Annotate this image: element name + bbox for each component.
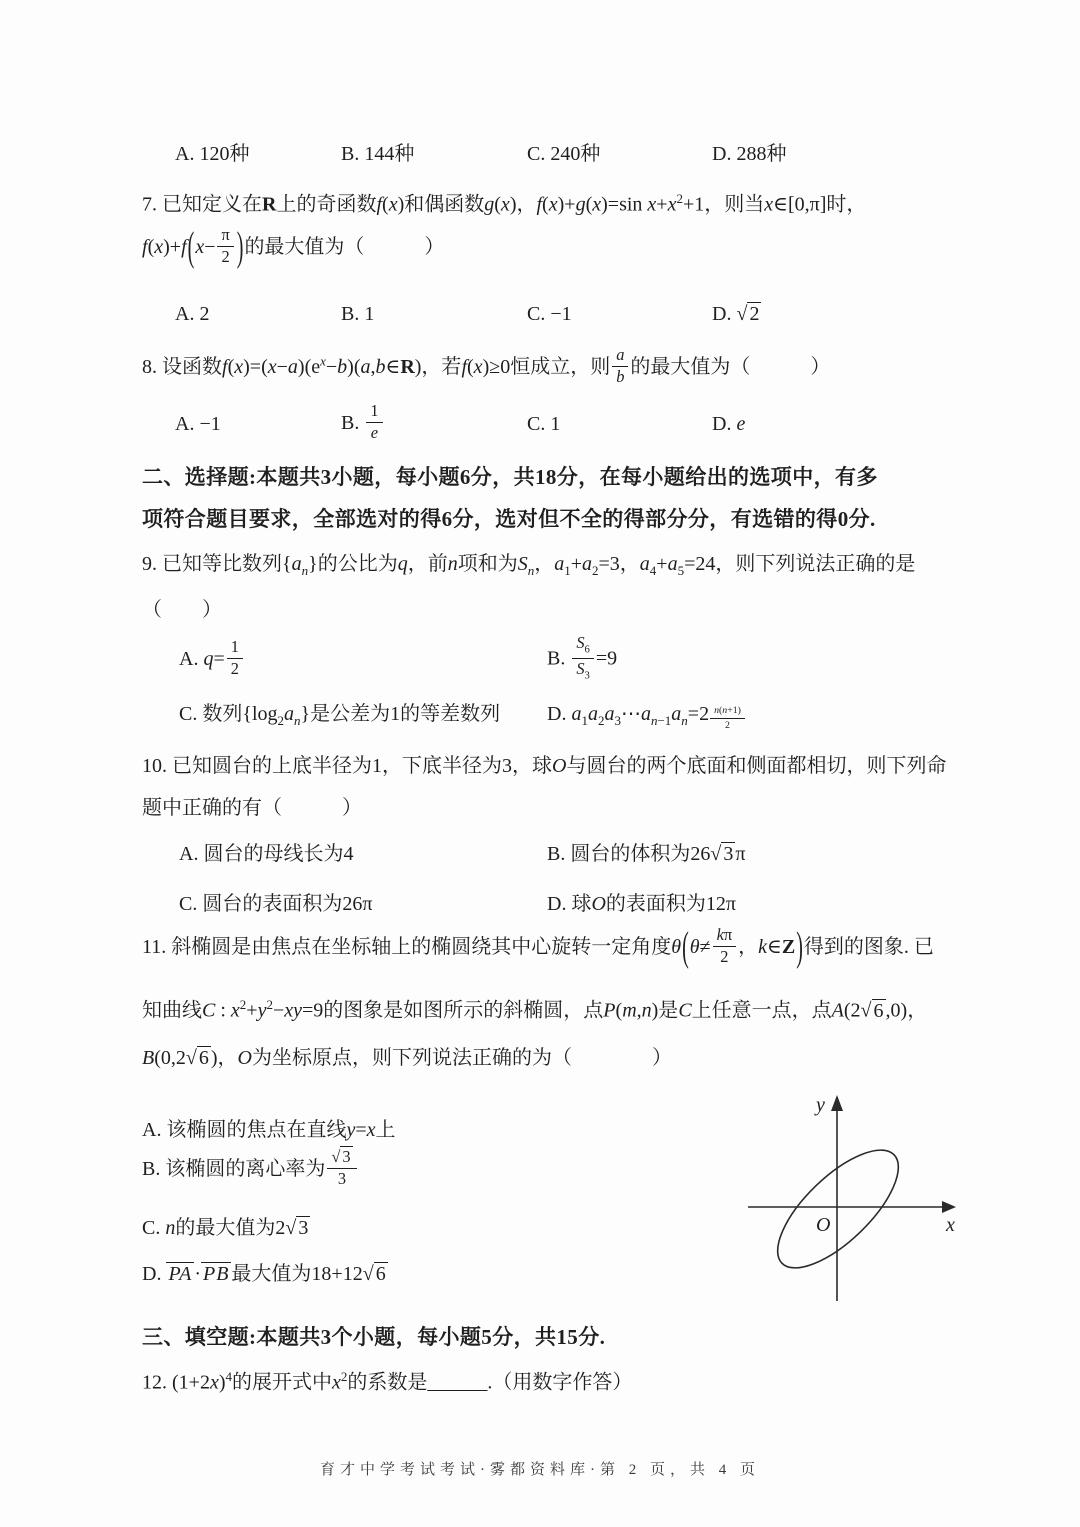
question-10-options-row-1 — [142, 840, 962, 869]
y-axis-arrow — [831, 1095, 843, 1111]
origin-label: O — [816, 1214, 831, 1236]
question-7-stem-line-1: 7. 已知定义在R上的奇函数f(x)和偶函数g(x)，f(x)+g(x)=sin $x+x^2+1$，则当x∈[0,π]时， — [142, 191, 867, 216]
q11-option-b: B. 该椭圆的离心率为 $\frac{√ 3}{3}$ — [142, 1150, 722, 1191]
ellipse-curve — [760, 1132, 917, 1286]
q9-option-d: D. $a_1a_2a_3\cdots a_{n-1}a_n=2$ $\frac{n(n+1)}{2}$ — [547, 700, 962, 731]
section-3-heading: 三、填空题:本题共3个小题，每小题5分，共15分. — [142, 1325, 606, 1349]
q11-option-c: C. n的最大值为2√ 3 — [142, 1217, 309, 1239]
question-11-stem-line-2: 知曲线C : $x^2+y^2-xy=9$的图象是如图所示的斜椭圆，点P(m,n)是C上任意一点，点A(2√ 6 ,0)， — [142, 997, 928, 1022]
q10-option-a: A. 圆台的母线长为4 — [179, 843, 354, 865]
question-9-options-row-2 — [142, 700, 962, 731]
q6-option-a: A. 120种 — [175, 143, 250, 165]
q10-option-c: C. 圆台的表面积为26π — [179, 893, 373, 915]
q7-option-b: B. 1 — [341, 303, 375, 325]
question-8-stem: 8. 设函数$f(x)=(x-a)(e^x-b)(a,b\in R)$，若f(x)≥0恒成立，则 $\frac{a}{b}$ 的最大值为（ ） — [142, 345, 831, 386]
q8-option-b: B. $\frac{1}{e}$ — [341, 404, 527, 445]
x-axis-arrow — [942, 1201, 956, 1213]
q11-option-d: D. PA · PB 最大值为18+12√ 6 — [142, 1263, 386, 1285]
q7-option-d: D. √ 2 — [712, 303, 760, 325]
question-9-stem-line-2: （ ） — [142, 599, 222, 621]
question-11-stem-line-1: 11. 斜椭圆是由焦点在坐标轴上的椭圆绕其中心旋转一定角度θ(θ≠ $\frac{k\pi}{2}$ ，k∈Z)得到的图象. 已 — [142, 924, 934, 970]
q6-option-b: B. 144种 — [341, 143, 415, 165]
question-12-stem: 12. $(1+2x)^4$的展开式中$x^2$的系数是______.（用数字作答） — [142, 1369, 633, 1394]
question-10-stem-line-1: 10. 已知圆台的上底半径为1，下底半径为3，球O与圆台的两个底面和侧面都相切，则下列命 — [142, 755, 947, 777]
q8-option-a: A. −1 — [175, 412, 221, 435]
y-axis-label: y — [816, 1094, 825, 1116]
q8-option-d: D. e — [712, 412, 746, 435]
q9-option-b: B. $\frac{S_6}{S_3}$ =9 — [547, 633, 618, 681]
page-footer: 育才中学考试考试·雾都资料库·第 2 页，共 4 页 — [320, 1462, 760, 1478]
question-7-stem-line-2: f(x)+f(x− $\frac{\pi}{2}$ )的最大值为（ ） — [142, 224, 445, 270]
q7-option-a: A. 2 — [175, 303, 210, 325]
q9-option-a: A. q= $\frac{1}{2}$ — [179, 640, 547, 681]
question-11-stem-line-3: B(0,2√ 6 )，O为坐标原点，则下列说法正确的为（ ） — [142, 1047, 672, 1069]
question-10-stem-line-2: 题中正确的有（ ） — [142, 797, 362, 819]
ellipse-figure — [742, 1085, 967, 1315]
q9-option-c: C. 数列$\{\log_2a_n\}$是公差为1的等差数列 — [179, 703, 501, 729]
q6-option-d: D. 288种 — [712, 143, 787, 165]
section-2-heading-line-2: 项符合题目要求，全部选对的得6分，选对但不全的得部分分，有选错的得0分. — [142, 507, 876, 531]
q11-option-a: A. 该椭圆的焦点在直线y=x上 — [142, 1119, 396, 1141]
question-9-stem-line-1: 9. 已知等比数列$\{a_n\}$的公比为q，前n项和为$S_n$，$a_1+a_2=3$，$a_4+a_5=24$，则下列说法正确的是 — [142, 553, 916, 578]
question-7-options-row — [142, 300, 962, 329]
question-6-options-row — [142, 140, 962, 169]
q7-option-c: C. −1 — [527, 303, 572, 325]
q10-option-b: B. 圆台的体积为26√ 3 π — [547, 843, 746, 865]
q6-option-c: C. 240种 — [527, 143, 601, 165]
question-9-options-row-1 — [142, 633, 962, 684]
x-axis-label: x — [946, 1214, 955, 1236]
question-8-options-row — [142, 401, 962, 445]
question-10-options-row-2 — [142, 890, 962, 919]
q8-option-c: C. 1 — [527, 412, 561, 435]
q10-option-d: D. 球O的表面积为12π — [547, 893, 737, 915]
section-2-heading-line-1: 二、选择题:本题共3小题，每小题6分，共18分，在每小题给出的选项中，有多 — [142, 465, 878, 489]
